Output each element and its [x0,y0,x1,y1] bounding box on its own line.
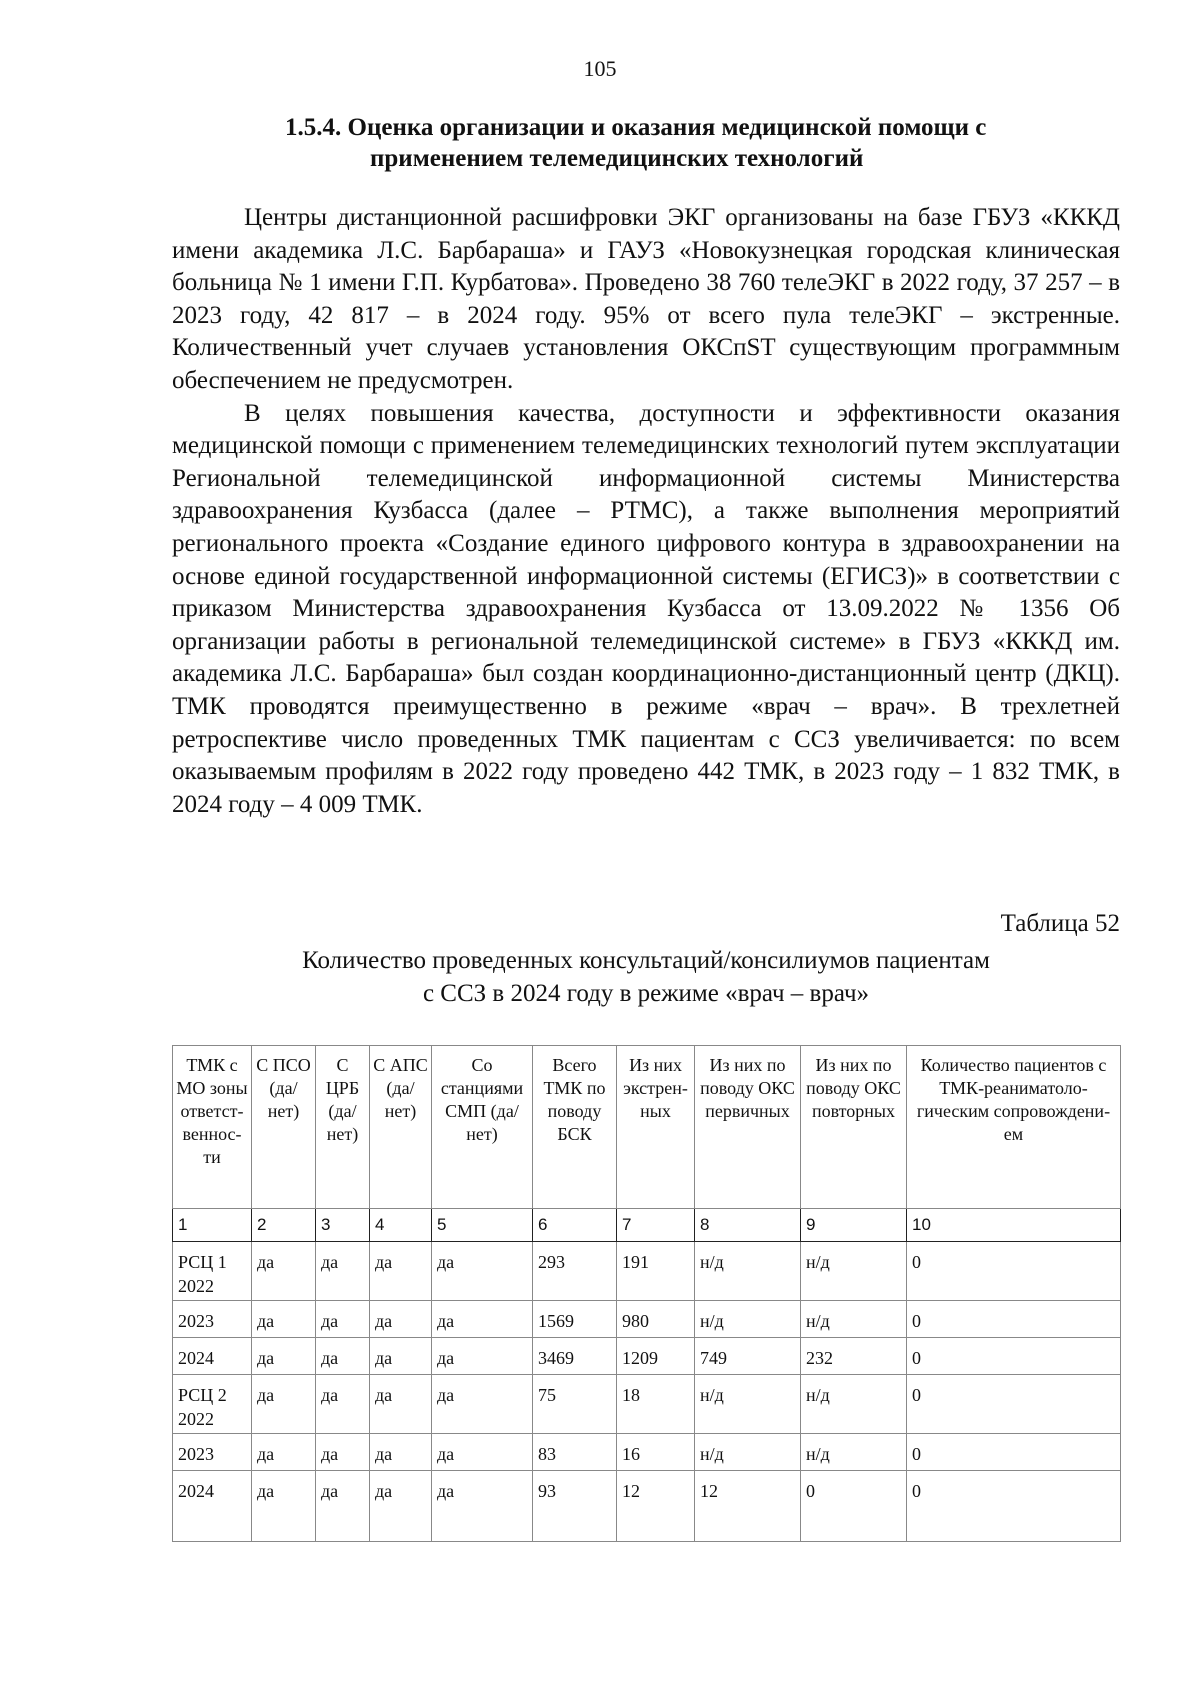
table-cell: да [370,1375,432,1434]
table-cell: 18 [617,1375,695,1434]
consultations-table [172,1045,1121,1542]
paragraph: Центры дистанционной расшифровки ЭКГ организованы на базе ГБУЗ «КККД имени академика Л.С. Барбараша» и ГАУЗ «Новокузнецкая городская клиническая больница № 1 имени Г.П. Курбатова». Проведено 38 760 телеЭКГ в 2022 году, 37 257 – в 2023 году, 42 817 – в 2024 году. 95% от всего пула телеЭКГ – экстренные. Количественный учет случаев установления ОКСпST существующим программным обеспечением не предусмотрен. [172,204,1120,394]
paragraph: В целях повышения качества, доступности и эффективности оказания медицинской помощи с применением телемедицинских технологий путем эксплуатации Региональной телемедицинской информационной системы Министерства здравоохранения Кузбасса (далее – РТМС), а также выполнения мероприятий регионального проекта «Создание единого цифрового контура в здравоохранении на основе единой государственной информационной системы (ЕГИСЗ)» в соответствии с приказом Министерства здравоохранения Кузбасса от 13.09.2022 № 1356 Об организации работы в региональной телемедицинской системе» в ГБУЗ «КККД им. академика Л.С. Барбараша» был создан координационно-дистанционный центр (ДКЦ). ТМК проводятся преимущественно в режиме «врач – врач». В трехлетней ретроспективе число проведенных ТМК пациентам с ССЗ увеличивается: по всем оказываемым профилям в 2022 году проведено 442 ТМК, в 2023 году – 1 832 ТМК, в 2024 году – 4 009 ТМК. [172,399,1120,818]
column-number: 6 [533,1209,617,1242]
table-row [173,1242,1121,1301]
table-title-line-1: Количество проведенных консультаций/консилиумов пациентам [302,947,990,974]
table-cell: 2023 [173,1434,252,1471]
table-cell: да [370,1338,432,1375]
table-cell: 232 [801,1338,907,1375]
column-header: ТМК с МО зоны ответст-веннос-ти [173,1046,252,1209]
table-cell: да [432,1242,533,1301]
table-cell: н/д [801,1375,907,1434]
table-cell: 12 [695,1471,801,1542]
table-row [173,1301,1121,1338]
table-cell: 16 [617,1434,695,1471]
column-number: 10 [907,1209,1121,1242]
section-heading [255,112,1145,174]
table-cell: да [252,1242,316,1301]
column-number: 2 [252,1209,316,1242]
table-cell: 0 [907,1301,1121,1338]
table-cell: да [316,1242,370,1301]
table-cell: да [432,1301,533,1338]
table-cell: да [252,1434,316,1471]
column-header: С АПС (да/ нет) [370,1046,432,1209]
table-cell: н/д [695,1242,801,1301]
table-title-line-2: с ССЗ в 2024 году в режиме «врач – врач» [422,980,870,1007]
table-cell: да [370,1301,432,1338]
table-cell: н/д [695,1375,801,1434]
table-cell: 0 [907,1338,1121,1375]
column-number: 3 [316,1209,370,1242]
table-cell: да [432,1434,533,1471]
table-cell: да [370,1471,432,1542]
page-number: 105 [583,56,617,81]
table-row [173,1434,1121,1471]
table-cell: 75 [533,1375,617,1434]
table-cell: да [316,1434,370,1471]
table-cell: РСЦ 2 2022 [173,1375,252,1434]
table-cell: 1209 [617,1338,695,1375]
table-cell: да [252,1301,316,1338]
table-cell: 12 [617,1471,695,1542]
table-row [173,1375,1121,1434]
table-cell: н/д [695,1301,801,1338]
table-cell: 1569 [533,1301,617,1338]
column-header: Из них по поводу ОКС первичных [695,1046,801,1209]
table-number: Таблица 52 [1000,910,1120,937]
table-cell: 749 [695,1338,801,1375]
column-header: С ПСО (да/ нет) [252,1046,316,1209]
column-header: Всего ТМК по поводу БСК [533,1046,617,1209]
table-row [173,1338,1121,1375]
table-cell: 293 [533,1242,617,1301]
table-cell: 2023 [173,1301,252,1338]
table-cell: да [432,1471,533,1542]
table-cell: 3469 [533,1338,617,1375]
table-cell: да [370,1434,432,1471]
table-cell: да [370,1242,432,1301]
table-cell: да [252,1471,316,1542]
table-cell: н/д [801,1242,907,1301]
table-cell: н/д [801,1301,907,1338]
table-cell: 191 [617,1242,695,1301]
table-cell: да [252,1375,316,1434]
column-number: 1 [173,1209,252,1242]
table-cell: 0 [907,1242,1121,1301]
table-cell: да [316,1375,370,1434]
table-cell: 83 [533,1434,617,1471]
table-cell: 0 [801,1471,907,1542]
section-heading-line-1: 1.5.4. Оценка организации и оказания медицинской помощи с [285,114,987,141]
column-header: Количество пациентов с ТМК-реаниматоло-гическим сопровождени-ем [907,1046,1121,1209]
table-cell: да [432,1338,533,1375]
column-header: С ЦРБ (да/ нет) [316,1046,370,1209]
column-number: 8 [695,1209,801,1242]
table-title [172,944,1120,1010]
table-cell: РСЦ 1 2022 [173,1242,252,1301]
table-cell: да [432,1375,533,1434]
table-cell: 0 [907,1375,1121,1434]
table-cell: да [316,1338,370,1375]
table-cell: да [316,1301,370,1338]
table-cell: да [252,1338,316,1375]
column-header: Из них по поводу ОКС повторных [801,1046,907,1209]
column-number: 9 [801,1209,907,1242]
table-row [173,1471,1121,1542]
table-cell: 93 [533,1471,617,1542]
body-text [172,202,1120,821]
table-header-row [173,1046,1121,1209]
section-heading-line-2: применением телемедицинских технологий [370,145,864,172]
column-number: 5 [432,1209,533,1242]
column-number: 7 [617,1209,695,1242]
table-cell: 0 [907,1434,1121,1471]
table-cell: 0 [907,1471,1121,1542]
column-number: 4 [370,1209,432,1242]
table-cell: 2024 [173,1471,252,1542]
table-cell: 980 [617,1301,695,1338]
table-cell: 2024 [173,1338,252,1375]
table-cell: н/д [801,1434,907,1471]
column-header: Из них экстрен-ных [617,1046,695,1209]
table-cell: да [316,1471,370,1542]
column-header: Со станциями СМП (да/нет) [432,1046,533,1209]
table-cell: н/д [695,1434,801,1471]
column-number-row [173,1209,1121,1242]
